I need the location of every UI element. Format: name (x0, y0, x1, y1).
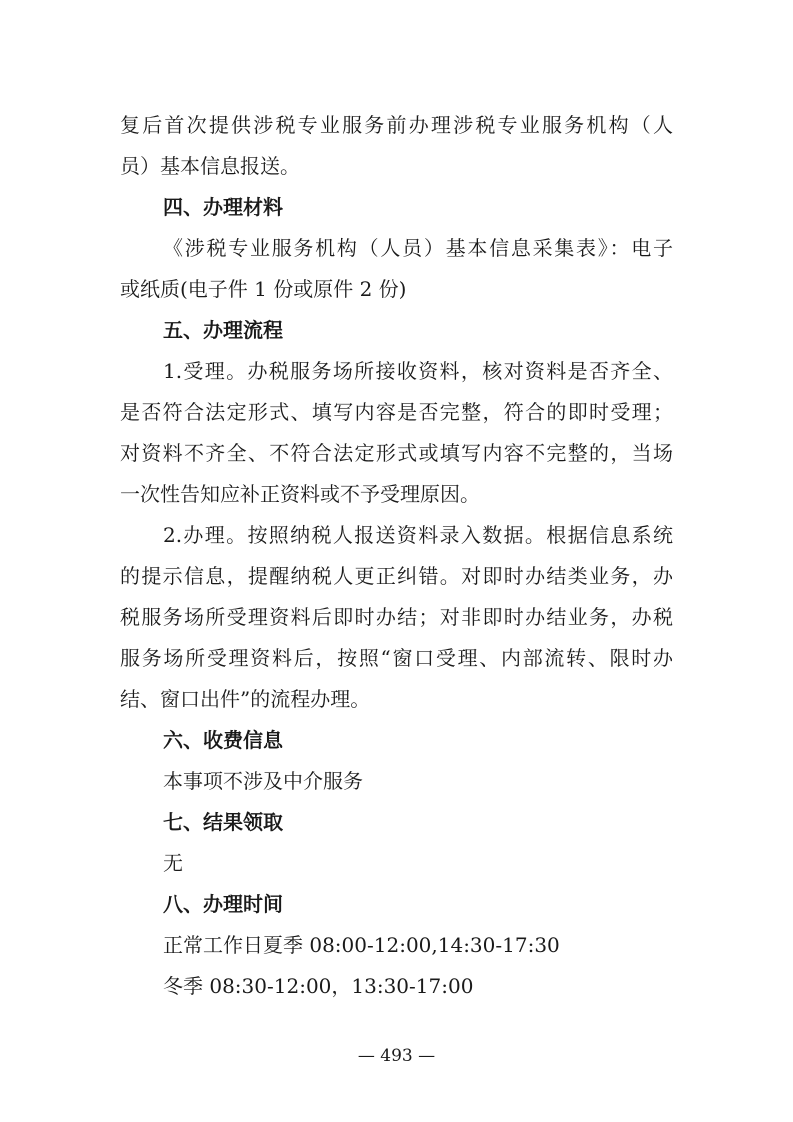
body-line: 员）基本信息报送。 (120, 154, 300, 178)
body-line: 一次性告知应补正资料或不予受理原因。 (120, 482, 480, 506)
body-line: 2.办理。按照纳税人报送资料录入数据。根据信息系统 (163, 523, 673, 547)
body-line: 无 (163, 851, 183, 875)
section-heading-hours: 八、办理时间 (163, 892, 283, 916)
section-heading-fees: 六、收费信息 (163, 728, 283, 752)
page-number: — 493 — (357, 1046, 436, 1066)
body-line: 是否符合法定形式、填写内容是否完整，符合的即时受理； (120, 400, 673, 424)
section-heading-result: 七、结果领取 (163, 810, 283, 834)
body-line: 复后首次提供涉税专业服务前办理涉税专业服务机构（人 (120, 113, 673, 137)
body-line: 服务场所受理资料后，按照“窗口受理、内部流转、限时办 (120, 646, 673, 670)
body-line: 本事项不涉及中介服务 (163, 769, 363, 793)
body-line: 税服务场所受理资料后即时办结；对非即时办结业务，办税 (120, 605, 673, 629)
body-line: 对资料不齐全、不符合法定形式或填写内容不完整的，当场 (120, 441, 673, 465)
body-line: 或纸质(电子件 1 份或原件 2 份) (120, 277, 407, 301)
body-line: 冬季 08:30-12:00，13:30-17:00 (163, 974, 474, 998)
section-heading-materials: 四、办理材料 (163, 195, 283, 219)
body-line: 的提示信息，提醒纳税人更正纠错。对即时办结类业务，办 (120, 564, 673, 588)
body-line: 1.受理。办税服务场所接收资料，核对资料是否齐全、 (163, 359, 673, 383)
section-heading-process: 五、办理流程 (163, 318, 283, 342)
body-line: 《涉税专业服务机构（人员）基本信息采集表》：电子 (163, 236, 673, 260)
body-line: 结、窗口出件”的流程办理。 (120, 687, 371, 711)
body-line: 正常工作日夏季 08:00-12:00,14:30-17:30 (163, 933, 560, 957)
